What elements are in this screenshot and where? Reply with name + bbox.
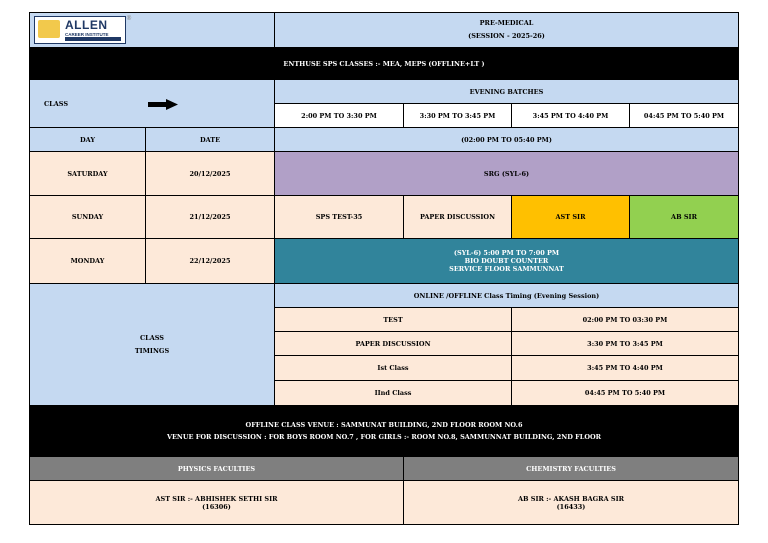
doubt-line-3: SERVICE FLOOR SAMMUNNAT bbox=[449, 265, 564, 273]
date-cell: 22/12/2025 bbox=[146, 239, 275, 284]
timing-time: 3:30 PM TO 3:45 PM bbox=[512, 332, 739, 356]
batch-banner: ENTHUSE SPS CLASSES :- MEA, MEPS (OFFLINE+LT ) bbox=[30, 48, 739, 80]
table-row bbox=[30, 196, 739, 239]
ast-sir-cell: AST SIR bbox=[512, 196, 630, 239]
chemistry-faculty-id: (16433) bbox=[556, 502, 586, 511]
timing-time: 3:45 PM TO 4:40 PM bbox=[512, 356, 739, 381]
doubt-counter-cell bbox=[275, 239, 739, 284]
timing-header: ONLINE /OFFLINE Class Timing (Evening Session) bbox=[275, 284, 739, 308]
logo-emblem-icon bbox=[38, 20, 60, 38]
timing-time: 02:00 PM TO 03:30 PM bbox=[512, 308, 739, 332]
slot-4: 04:45 PM TO 5:40 PM bbox=[630, 104, 739, 128]
title-line-1: PRE-MEDICAL bbox=[479, 19, 534, 27]
physics-faculty-cell bbox=[30, 481, 404, 525]
discussion-cell: PAPER DISCUSSION bbox=[404, 196, 512, 239]
timing-name: IInd Class bbox=[275, 381, 512, 406]
day-cell: MONDAY bbox=[30, 239, 146, 284]
srg-session-cell: SRG (SYL-6) bbox=[275, 152, 739, 196]
registered-mark-icon: ® bbox=[126, 15, 132, 22]
right-arrow-icon bbox=[148, 99, 178, 112]
doubt-line-2: BIO DOUBT COUNTER bbox=[464, 257, 549, 265]
ab-sir-cell: AB SIR bbox=[630, 196, 739, 239]
class-timings-label bbox=[30, 284, 275, 406]
slot-3: 3:45 PM TO 4:40 PM bbox=[512, 104, 630, 128]
physics-faculty-id: (16306) bbox=[202, 502, 231, 511]
timing-name: Ist Class bbox=[275, 356, 512, 381]
date-cell: 20/12/2025 bbox=[146, 152, 275, 196]
date-header: DATE bbox=[146, 128, 275, 152]
day-cell: SUNDAY bbox=[30, 196, 146, 239]
title-line-2: (SESSION - 2025-26) bbox=[468, 32, 545, 40]
date-cell: 21/12/2025 bbox=[146, 196, 275, 239]
table-row bbox=[30, 239, 739, 284]
day-header: DAY bbox=[30, 128, 146, 152]
slot-2: 3:30 PM TO 3:45 PM bbox=[404, 104, 512, 128]
timing-time: 04:45 PM TO 5:40 PM bbox=[512, 381, 739, 406]
slot-1: 2:00 PM TO 3:30 PM bbox=[275, 104, 404, 128]
chemistry-faculty-cell bbox=[404, 481, 739, 525]
chemistry-faculties-header: CHEMISTRY FACULTIES bbox=[404, 457, 739, 481]
test-cell: SPS TEST-35 bbox=[275, 196, 404, 239]
logo-cell bbox=[30, 13, 275, 48]
day-cell: SATURDAY bbox=[30, 152, 146, 196]
physics-faculty-name: AST SIR :- ABHISHEK SETHI SIR bbox=[155, 494, 278, 503]
time-range-header: (02:00 PM TO 05:40 PM) bbox=[275, 128, 739, 152]
logo-name: ALLEN bbox=[65, 18, 108, 32]
logo-bar bbox=[65, 37, 121, 41]
timetable bbox=[29, 12, 739, 525]
page-title bbox=[275, 13, 739, 48]
chemistry-faculty-name: AB SIR :- AKASH BAGRA SIR bbox=[517, 494, 625, 503]
class-timings-line-2: TIMINGS bbox=[134, 346, 170, 355]
logo-subtitle: CAREER INSTITUTE bbox=[65, 32, 109, 37]
doubt-line-1: (SYL-6) 5:00 PM TO 7:00 PM bbox=[453, 249, 560, 257]
evening-batches-header: EVENING BATCHES bbox=[275, 80, 739, 104]
venue-line-2: VENUE FOR DISCUSSION : FOR BOYS ROOM NO.7 , FOR GIRLS :- ROOM NO.8, SAMMUNNAT BUILDING, 2ND FLOOR bbox=[166, 433, 602, 441]
venue-banner bbox=[30, 406, 739, 457]
class-timings-line-1: CLASS bbox=[139, 333, 165, 342]
timetable-sheet bbox=[29, 12, 738, 525]
class-label-cell bbox=[30, 80, 275, 128]
allen-logo bbox=[34, 15, 132, 44]
physics-faculties-header: PHYSICS FACULTIES bbox=[30, 457, 404, 481]
timing-name: TEST bbox=[275, 308, 512, 332]
venue-line-1: OFFLINE CLASS VENUE : SAMMUNAT BUILDING, 2ND FLOOR ROOM NO.6 bbox=[245, 421, 523, 429]
class-label: CLASS bbox=[44, 99, 69, 108]
table-row bbox=[30, 152, 739, 196]
timing-name: PAPER DISCUSSION bbox=[275, 332, 512, 356]
